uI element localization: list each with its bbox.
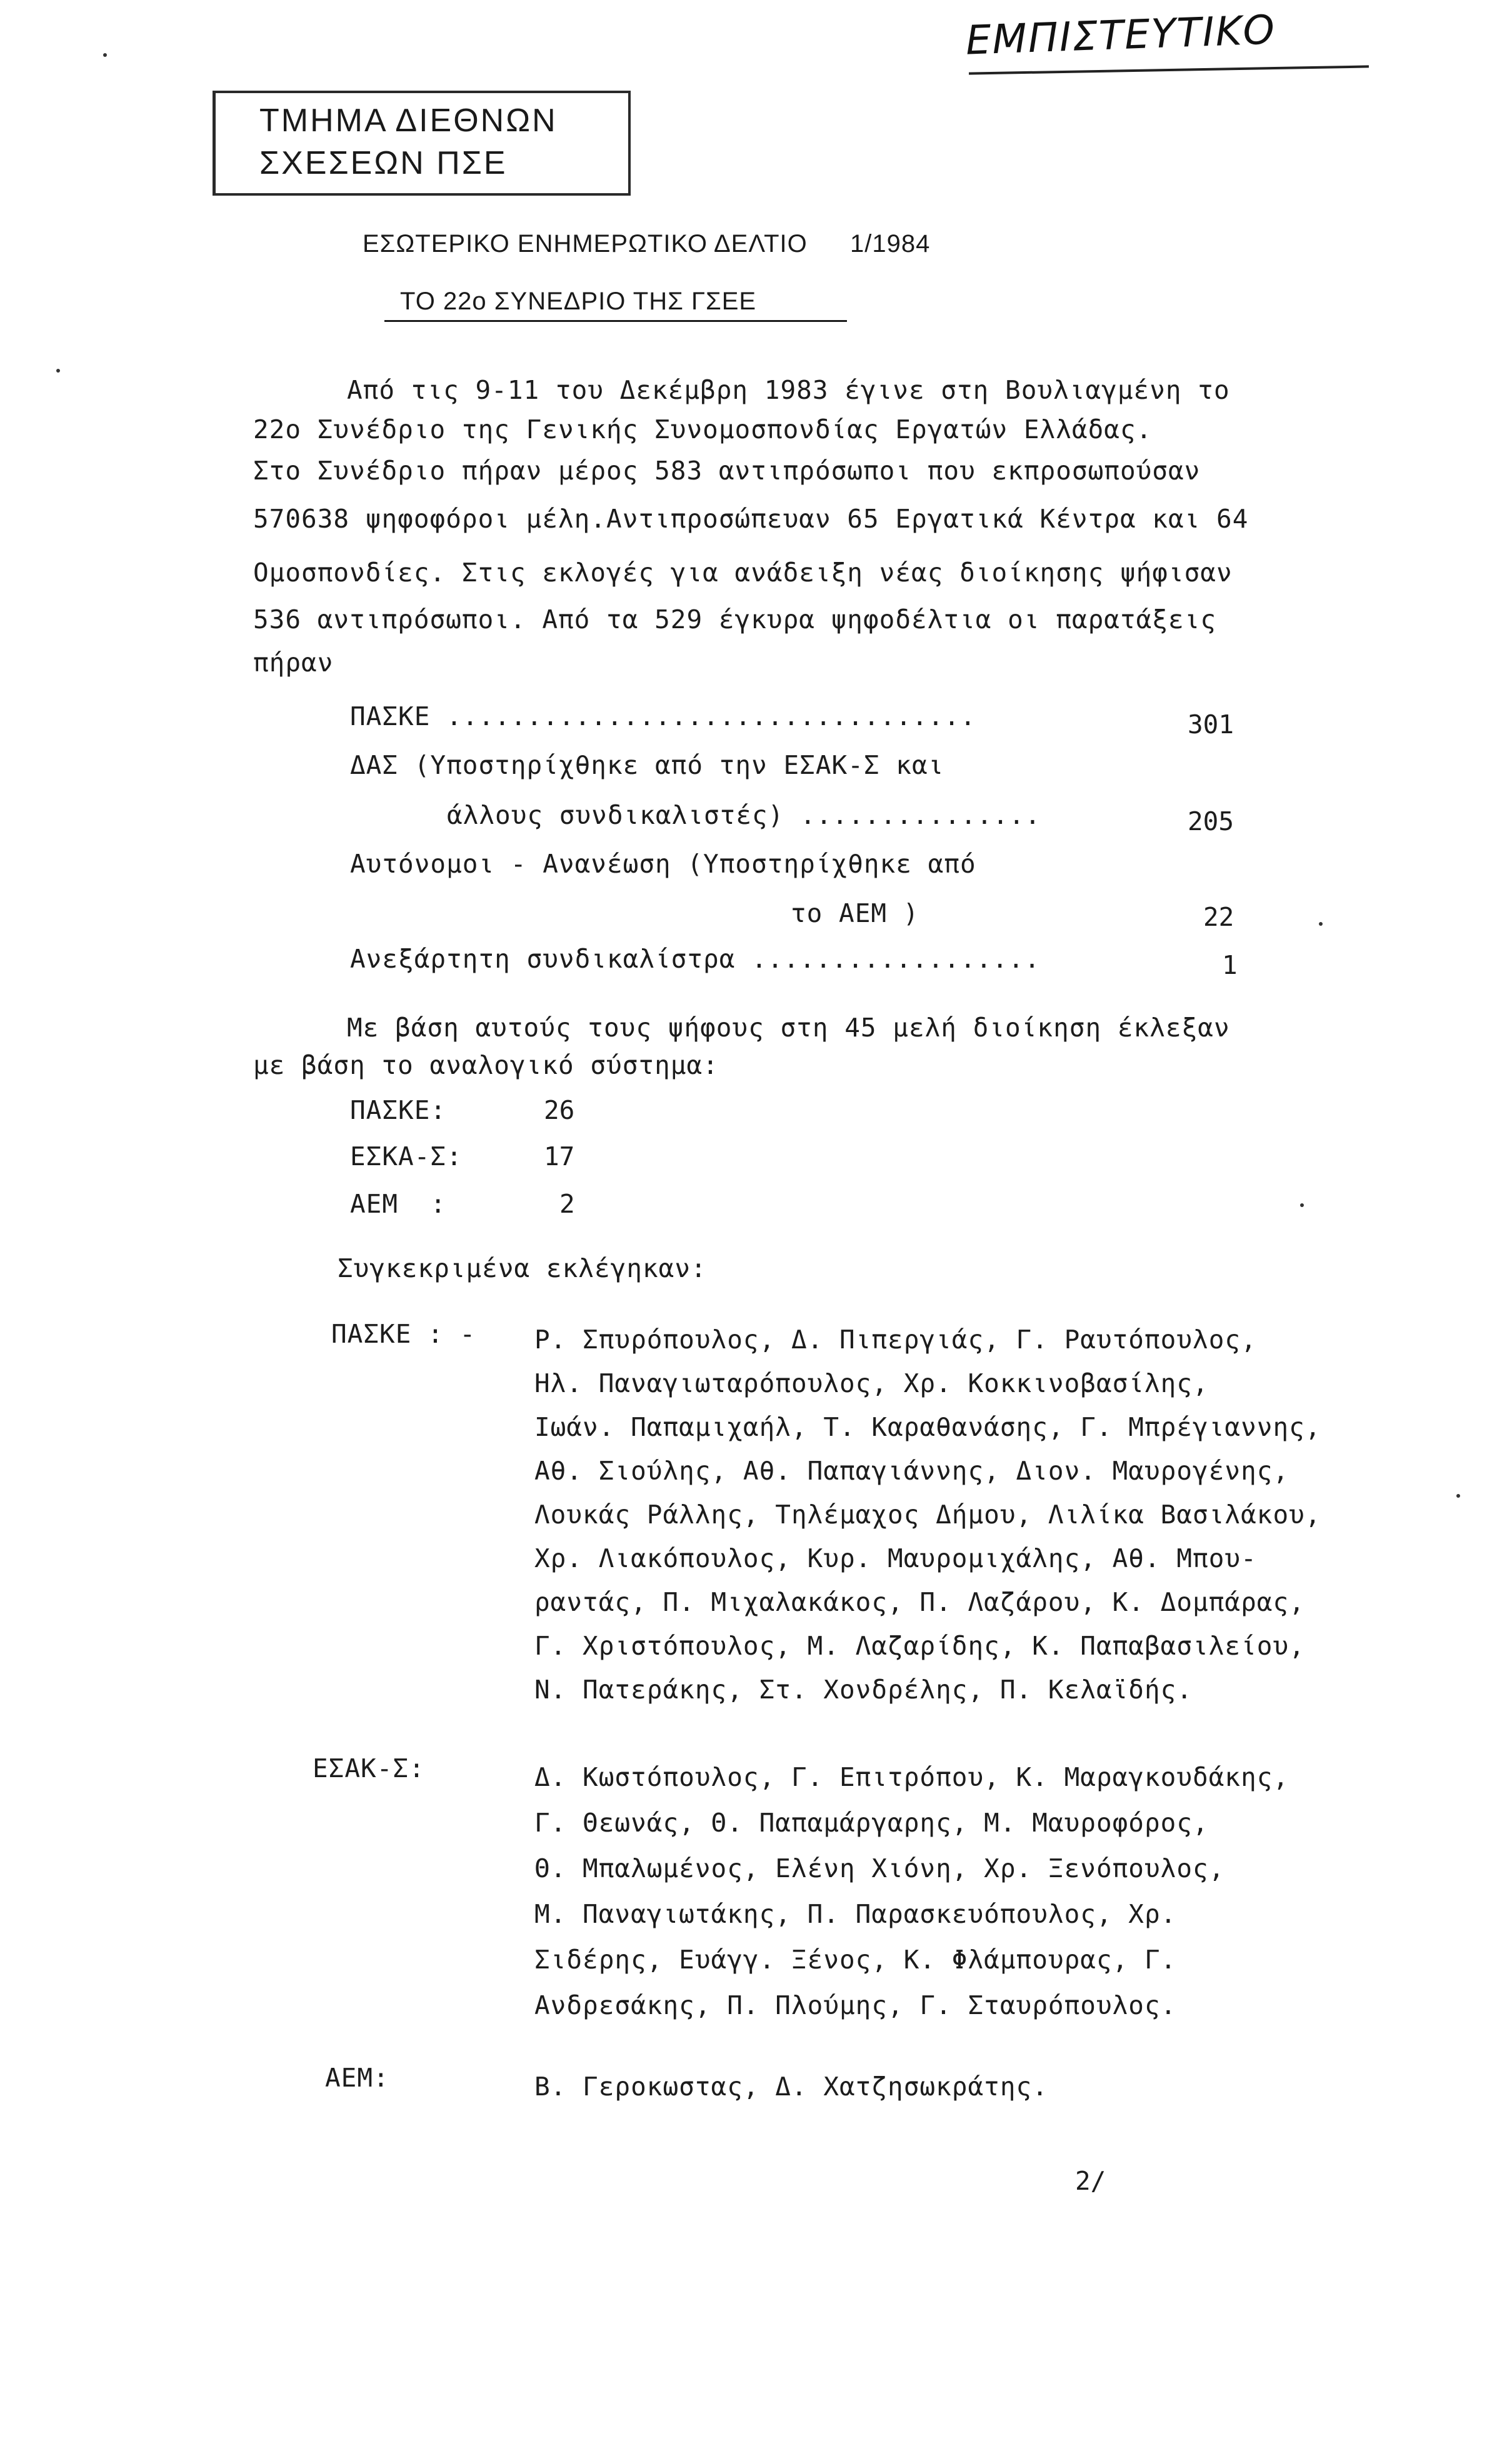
- handwritten-confidential-note: ΕΜΠΙΣΤΕΥΤΙΚΟ: [964, 7, 1277, 64]
- seats-intro-line: Με βάση αυτούς τους ψήφους στη 45 μελή διοίκηση έκλεξαν: [347, 1013, 1230, 1043]
- scan-speck: [1300, 1203, 1304, 1207]
- result-label: ΔΑΣ (Υποστηρίχθηκε από την ΕΣΑΚ-Σ και: [350, 750, 944, 780]
- intro-line: 570638 ψηφοφόροι μέλη.Αντιπροσώπευαν 65 Εργατικά Κέντρα και 64: [253, 504, 1249, 534]
- seats-party: ΕΣΚΑ-Σ:: [350, 1141, 463, 1171]
- elected-names-line: Ανδρεσάκης, Π. Πλούμης, Γ. Σταυρόπουλος.: [534, 1990, 1177, 2020]
- elected-names-line: Ιωάν. Παπαμιχαήλ, Τ. Καραθανάσης, Γ. Μπρέγιαννης,: [534, 1412, 1321, 1442]
- intro-line: Στο Συνέδριο πήραν μέρος 583 αντιπρόσωποι που εκπροσωπούσαν: [253, 456, 1201, 486]
- elected-names-line: Λουκάς Ράλλης, Τηλέμαχος Δήμου, Λιλίκα Βασιλάκου,: [534, 1500, 1321, 1530]
- intro-line: πήραν: [253, 648, 334, 678]
- bulletin-number: 1/1984: [850, 230, 931, 258]
- scan-speck: [103, 53, 107, 57]
- elected-names-line: Γ. Χριστόπουλος, Μ. Λαζαρίδης, Κ. Παπαβασιλείου,: [534, 1631, 1305, 1661]
- result-votes: 1: [1222, 950, 1238, 980]
- elected-names-line: Μ. Παναγιωτάκης, Π. Παρασκευόπουλος, Χρ.: [534, 1899, 1177, 1929]
- scan-speck: [56, 369, 60, 373]
- result-votes: 301: [1188, 709, 1234, 739]
- result-label: ΠΑΣΚΕ .................................: [350, 701, 976, 731]
- bulletin-subject: ΤΟ 22ο ΣΥΝΕΔΡΙΟ ΤΗΣ ΓΣΕΕ: [400, 288, 757, 315]
- elected-names-line: Δ. Κωστόπουλος, Γ. Επιτρόπου, Κ. Μαραγκουδάκης,: [534, 1762, 1289, 1792]
- seats-party: ΑΕΜ :: [350, 1189, 447, 1219]
- intro-line: Από τις 9-11 του Δεκέμβρη 1983 έγινε στη Βουλιαγμένη το: [347, 375, 1230, 405]
- scan-speck: [1456, 1494, 1460, 1498]
- elected-group-label: ΕΣΑΚ-Σ:: [313, 1753, 425, 1783]
- result-label: Αυτόνομοι - Ανανέωση (Υποστηρίχθηκε από: [350, 849, 976, 879]
- elected-group-label: ΠΑΣΚΕ : -: [331, 1319, 476, 1349]
- subject-underline: [384, 320, 847, 322]
- seats-count: 2: [559, 1189, 575, 1219]
- elected-group-label: ΑΕΜ:: [325, 2063, 389, 2093]
- intro-line: 22ο Συνέδριο της Γενικής Συνομοσπονδίας Εργατών Ελλάδας.: [253, 414, 1153, 444]
- seats-count: 26: [544, 1095, 575, 1125]
- result-label: Ανεξάρτητη συνδικαλίστρα ..................: [350, 944, 1041, 974]
- elected-names-line: Β. Γεροκωστας, Δ. Χατζησωκράτης.: [534, 2072, 1048, 2102]
- result-label-continued: το ΑΕΜ ): [791, 898, 919, 928]
- elected-names-line: Χρ. Λιακόπουλος, Κυρ. Μαυρομιχάλης, Αθ. Μπου-: [534, 1543, 1257, 1573]
- elected-names-line: ραντάς, Π. Μιχαλακάκος, Π. Λαζάρου, Κ. Δομπάρας,: [534, 1587, 1305, 1617]
- department-stamp: [213, 91, 631, 196]
- seats-count: 17: [544, 1141, 575, 1171]
- stamp-line-2: ΣΧΕΣΕΩΝ ΠΣΕ: [259, 145, 508, 181]
- elected-names-line: Αθ. Σιούλης, Αθ. Παπαγιάννης, Διον. Μαυρογένης,: [534, 1456, 1289, 1486]
- elected-names-line: Γ. Θεωνάς, Θ. Παπαμάργαρης, Μ. Μαυροφόρος,: [534, 1808, 1209, 1838]
- intro-line: 536 αντιπρόσωποι. Από τα 529 έγκυρα ψηφοδέλτια οι παρατάξεις: [253, 604, 1217, 634]
- elected-names-line: Σιδέρης, Ευάγγ. Ξένος, Κ. Φλάμπουρας, Γ.: [534, 1945, 1177, 1975]
- elected-names-line: Θ. Μπαλωμένος, Ελένη Χιόνη, Χρ. Ξενόπουλος,: [534, 1853, 1225, 1883]
- elected-heading: Συγκεκριμένα εκλέγηκαν:: [338, 1253, 707, 1283]
- intro-line: Ομοσπονδίες. Στις εκλογές για ανάδειξη νέας διοίκησης ψήφισαν: [253, 558, 1233, 588]
- result-label-continued: άλλους συνδικαλιστές) ...............: [447, 800, 1041, 830]
- elected-names-line: Ρ. Σπυρόπουλος, Δ. Πιπεργιάς, Γ. Ραυτόπουλος,: [534, 1325, 1257, 1355]
- seats-intro-line: με βάση το αναλογικό σύστημα:: [253, 1050, 719, 1080]
- page-continuation-marker: 2/: [1075, 2166, 1106, 2196]
- elected-names-line: Ν. Πατεράκης, Στ. Χονδρέλης, Π. Κελαϊδής.: [534, 1675, 1193, 1705]
- result-votes: 205: [1188, 806, 1234, 836]
- elected-names-line: Ηλ. Παναγιωταρόπουλος, Χρ. Κοκκινοβασίλης,: [534, 1368, 1209, 1398]
- stamp-line-1: ΤΜΗΜΑ ΔΙΕΘΝΩΝ: [259, 103, 558, 139]
- result-votes: 22: [1203, 902, 1234, 932]
- seats-party: ΠΑΣΚΕ:: [350, 1095, 447, 1125]
- scan-speck: [1319, 922, 1323, 926]
- handwritten-underline: [969, 65, 1369, 74]
- bulletin-title: ΕΣΩΤΕΡΙΚΟ ΕΝΗΜΕΡΩΤΙΚΟ ΔΕΛΤΙΟ: [363, 230, 808, 258]
